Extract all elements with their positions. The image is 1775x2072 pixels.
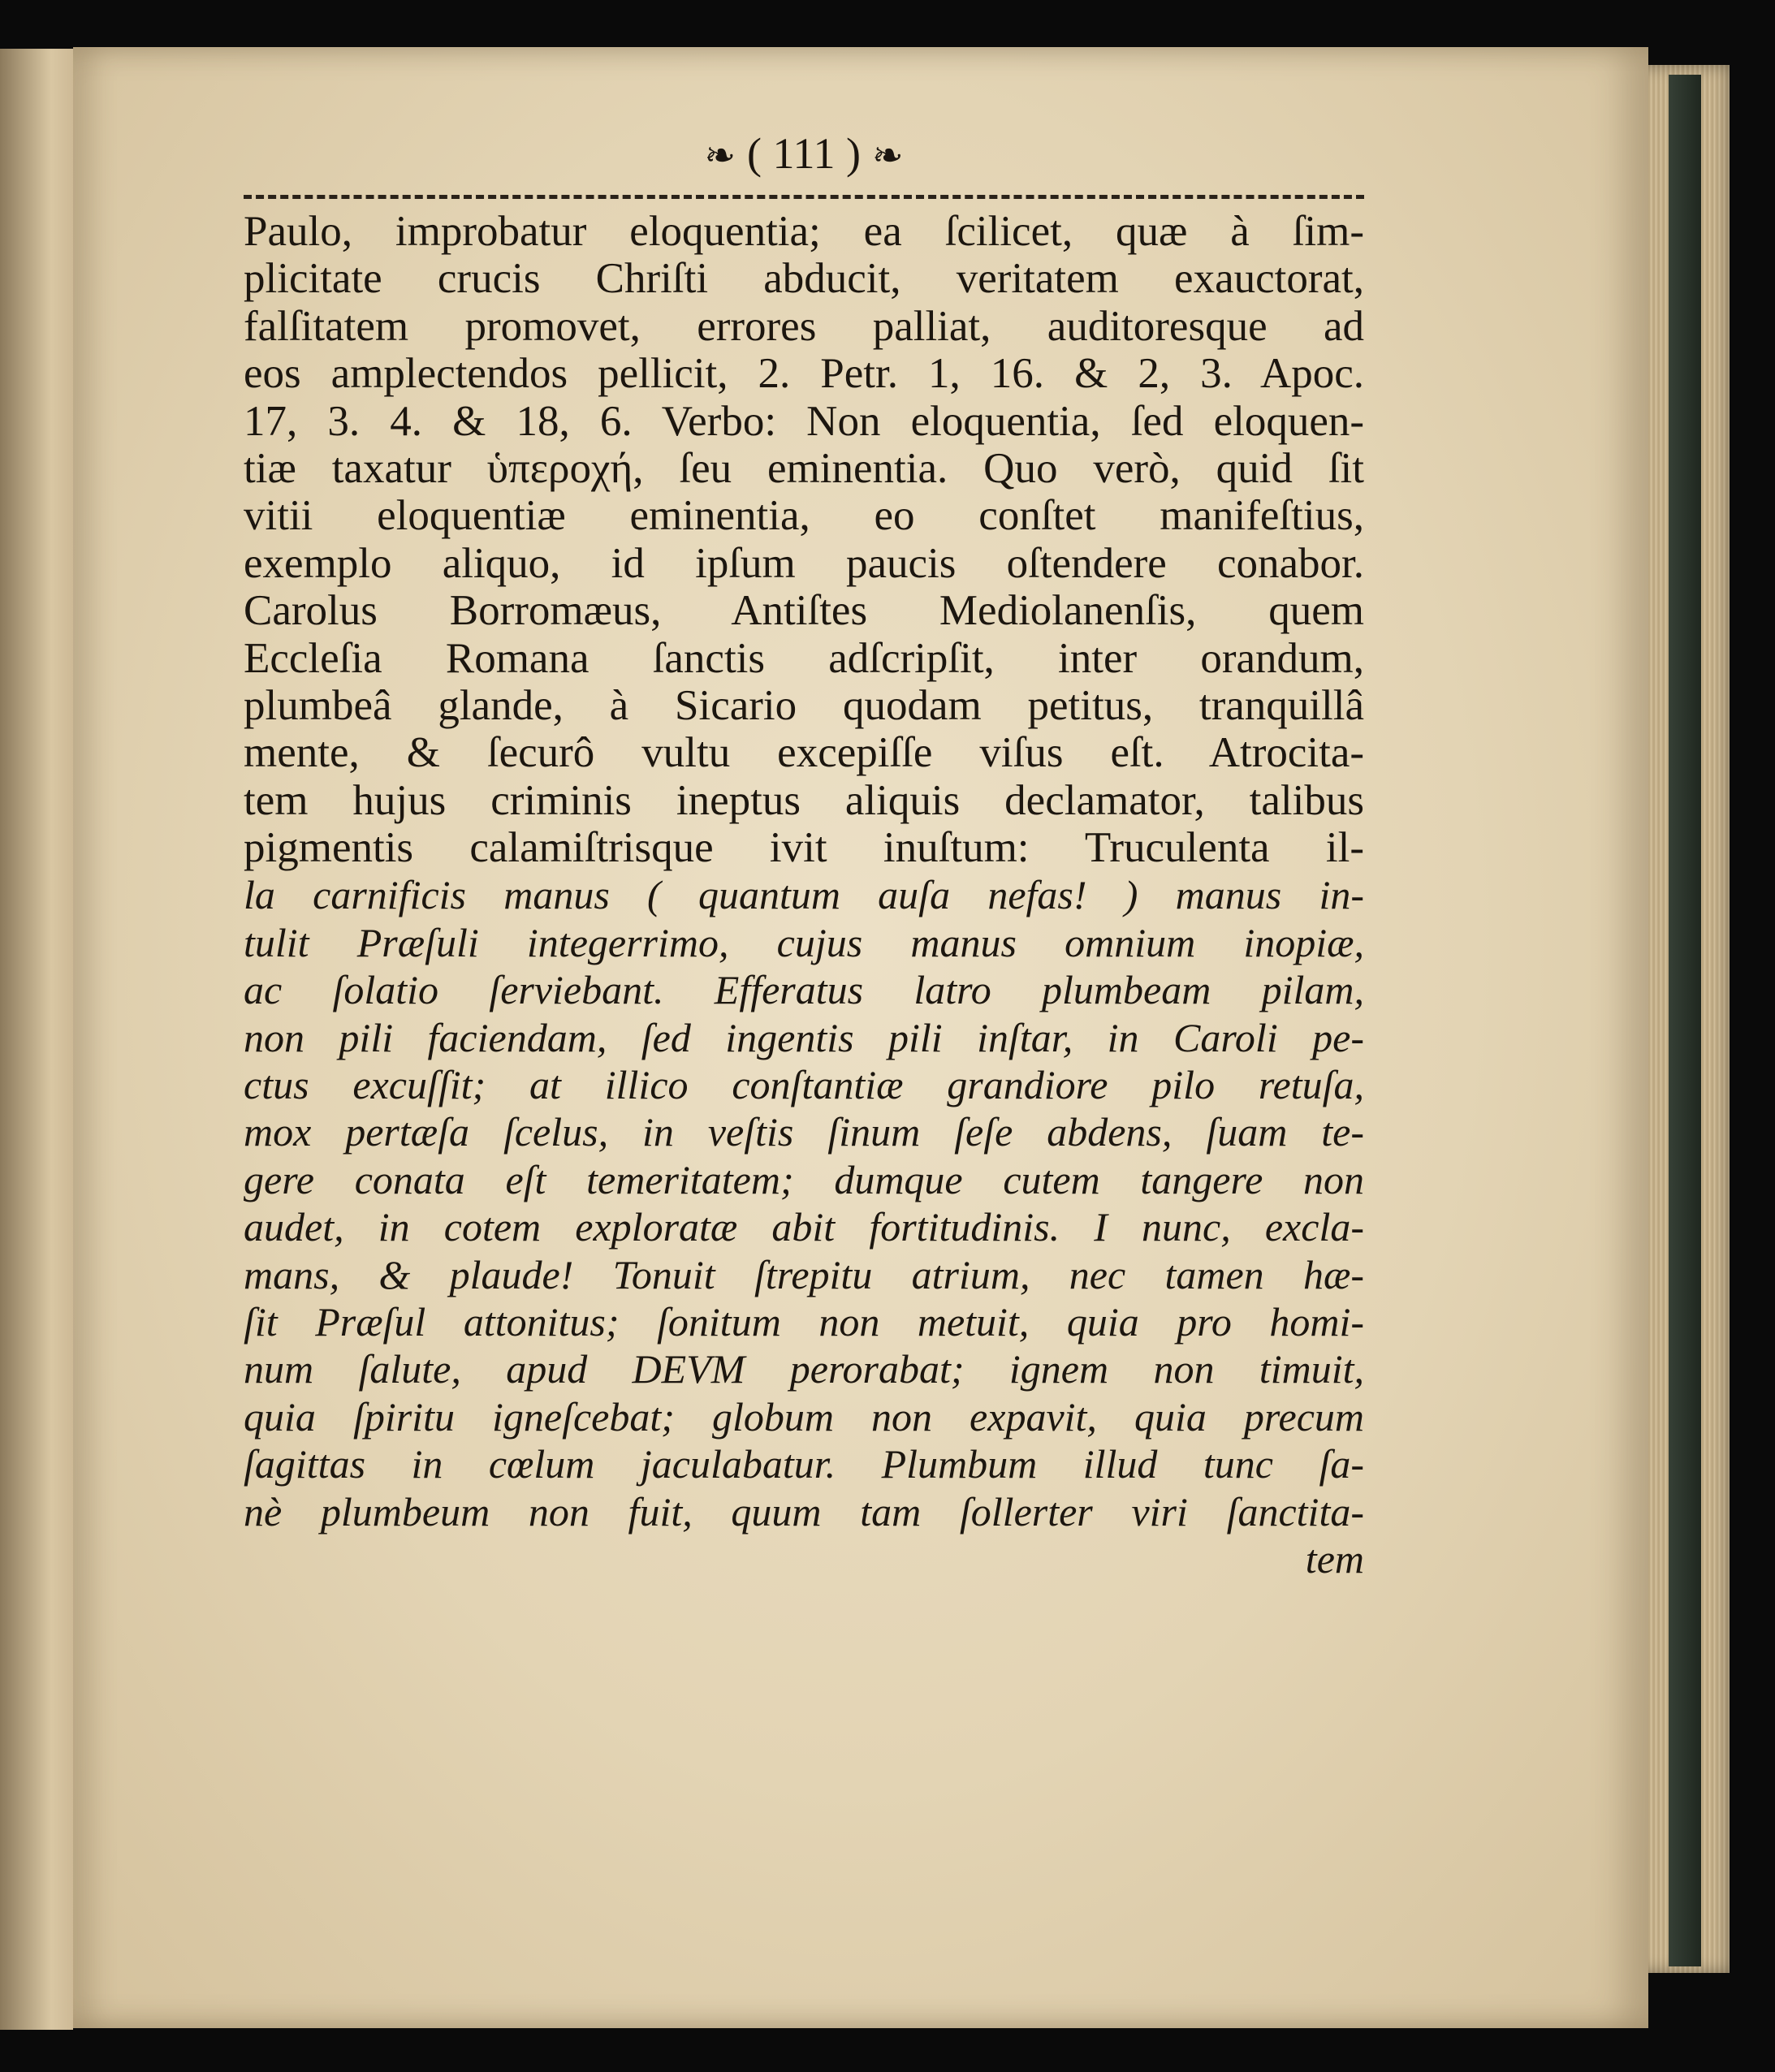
text-line: falſitatem promovet, errores palliat, auditoresque ad bbox=[244, 302, 1364, 350]
text-line: plumbeâ glande, à Sicario quodam petitus, tranquillâ bbox=[244, 681, 1364, 729]
text-line: vitii eloquentiæ eminentia, eo conſtet manifeſtius, bbox=[244, 492, 1364, 540]
text-line: mans, & plaude! Tonuit ſtrepitu atrium, nec tamen hæ- bbox=[244, 1251, 1364, 1297]
text-line: eos amplectendos pellicit, 2. Petr. 1, 16. & 2, 3. Apoc. bbox=[244, 350, 1364, 398]
book-cover-edge bbox=[1669, 75, 1701, 1966]
text-line: la carnificis manus ( quantum auſa nefas! ) manus in- bbox=[244, 872, 1364, 918]
text-line: Carolus Borromæus, Antiſtes Mediolanenſis, quem bbox=[244, 587, 1364, 635]
header-rule bbox=[244, 195, 1364, 199]
text-line: tem hujus criminis ineptus aliquis declamator, talibus bbox=[244, 776, 1364, 824]
text-line: nè plumbeum non fuit, quum tam ſollerter viri ſanctita- bbox=[244, 1488, 1364, 1535]
text-line: gere conata eſt temeritatem; dumque cutem tangere non bbox=[244, 1156, 1364, 1202]
page-header bbox=[244, 128, 1364, 188]
text-line: num ſalute, apud DEVM perorabat; ignem non timuit, bbox=[244, 1346, 1364, 1392]
ornament-right-icon: ❧ bbox=[871, 135, 904, 176]
text-line: plicitate crucis Chriſti abducit, veritatem exauctorat, bbox=[244, 255, 1364, 303]
text-line: mox pertæſa ſcelus, in veſtis ſinum ſeſe abdens, ſuam te- bbox=[244, 1109, 1364, 1155]
text-line: Paulo, improbatur eloquentia; ea ſcilicet, quæ à ſim- bbox=[244, 208, 1364, 255]
text-line: mente, & ſecurô vultu excepiſſe viſus eſt. Atrocita- bbox=[244, 729, 1364, 777]
facing-page-edge bbox=[0, 49, 73, 2030]
page-body bbox=[244, 208, 1364, 1582]
text-line: quia ſpiritu igneſcebat; globum non expavit, quia precum bbox=[244, 1393, 1364, 1440]
text-line: Eccleſia Romana ſanctis adſcripſit, inter orandum, bbox=[244, 634, 1364, 682]
text-line: 17, 3. 4. & 18, 6. Verbo: Non eloquentia, ſed eloquen- bbox=[244, 397, 1364, 445]
text-line: pigmentis calamiſtrisque ivit inuſtum: Truculenta il- bbox=[244, 824, 1364, 872]
text-line: non pili faciendam, ſed ingentis pili inſtar, in Caroli pe- bbox=[244, 1014, 1364, 1060]
text-line: ac ſolatio ſerviebant. Efferatus latro plumbeam pilam, bbox=[244, 967, 1364, 1013]
text-line: ctus excuſſit; at illico conſtantiæ grandiore pilo retuſa, bbox=[244, 1062, 1364, 1108]
ornament-left-icon: ❧ bbox=[704, 135, 736, 176]
page-number: ( 111 ) bbox=[747, 129, 861, 178]
text-line: tiæ taxatur ὑπεροχή, ſeu eminentia. Quo verò, quid ſit bbox=[244, 444, 1364, 492]
text-line: exemplo aliquo, id ipſum paucis oſtendere conabor. bbox=[244, 539, 1364, 587]
catchword: tem bbox=[1305, 1535, 1364, 1582]
text-line: audet, in cotem exploratæ abit fortitudinis. I nunc, excla- bbox=[244, 1204, 1364, 1250]
text-line: ſit Præſul attonitus; ſonitum non metuit, quia pro homi- bbox=[244, 1298, 1364, 1345]
text-line: tulit Præſuli integerrimo, cujus manus omnium inopiæ, bbox=[244, 919, 1364, 965]
text-line: ſagittas in cœlum jaculabatur. Plumbum illud tunc ſa- bbox=[244, 1441, 1364, 1487]
